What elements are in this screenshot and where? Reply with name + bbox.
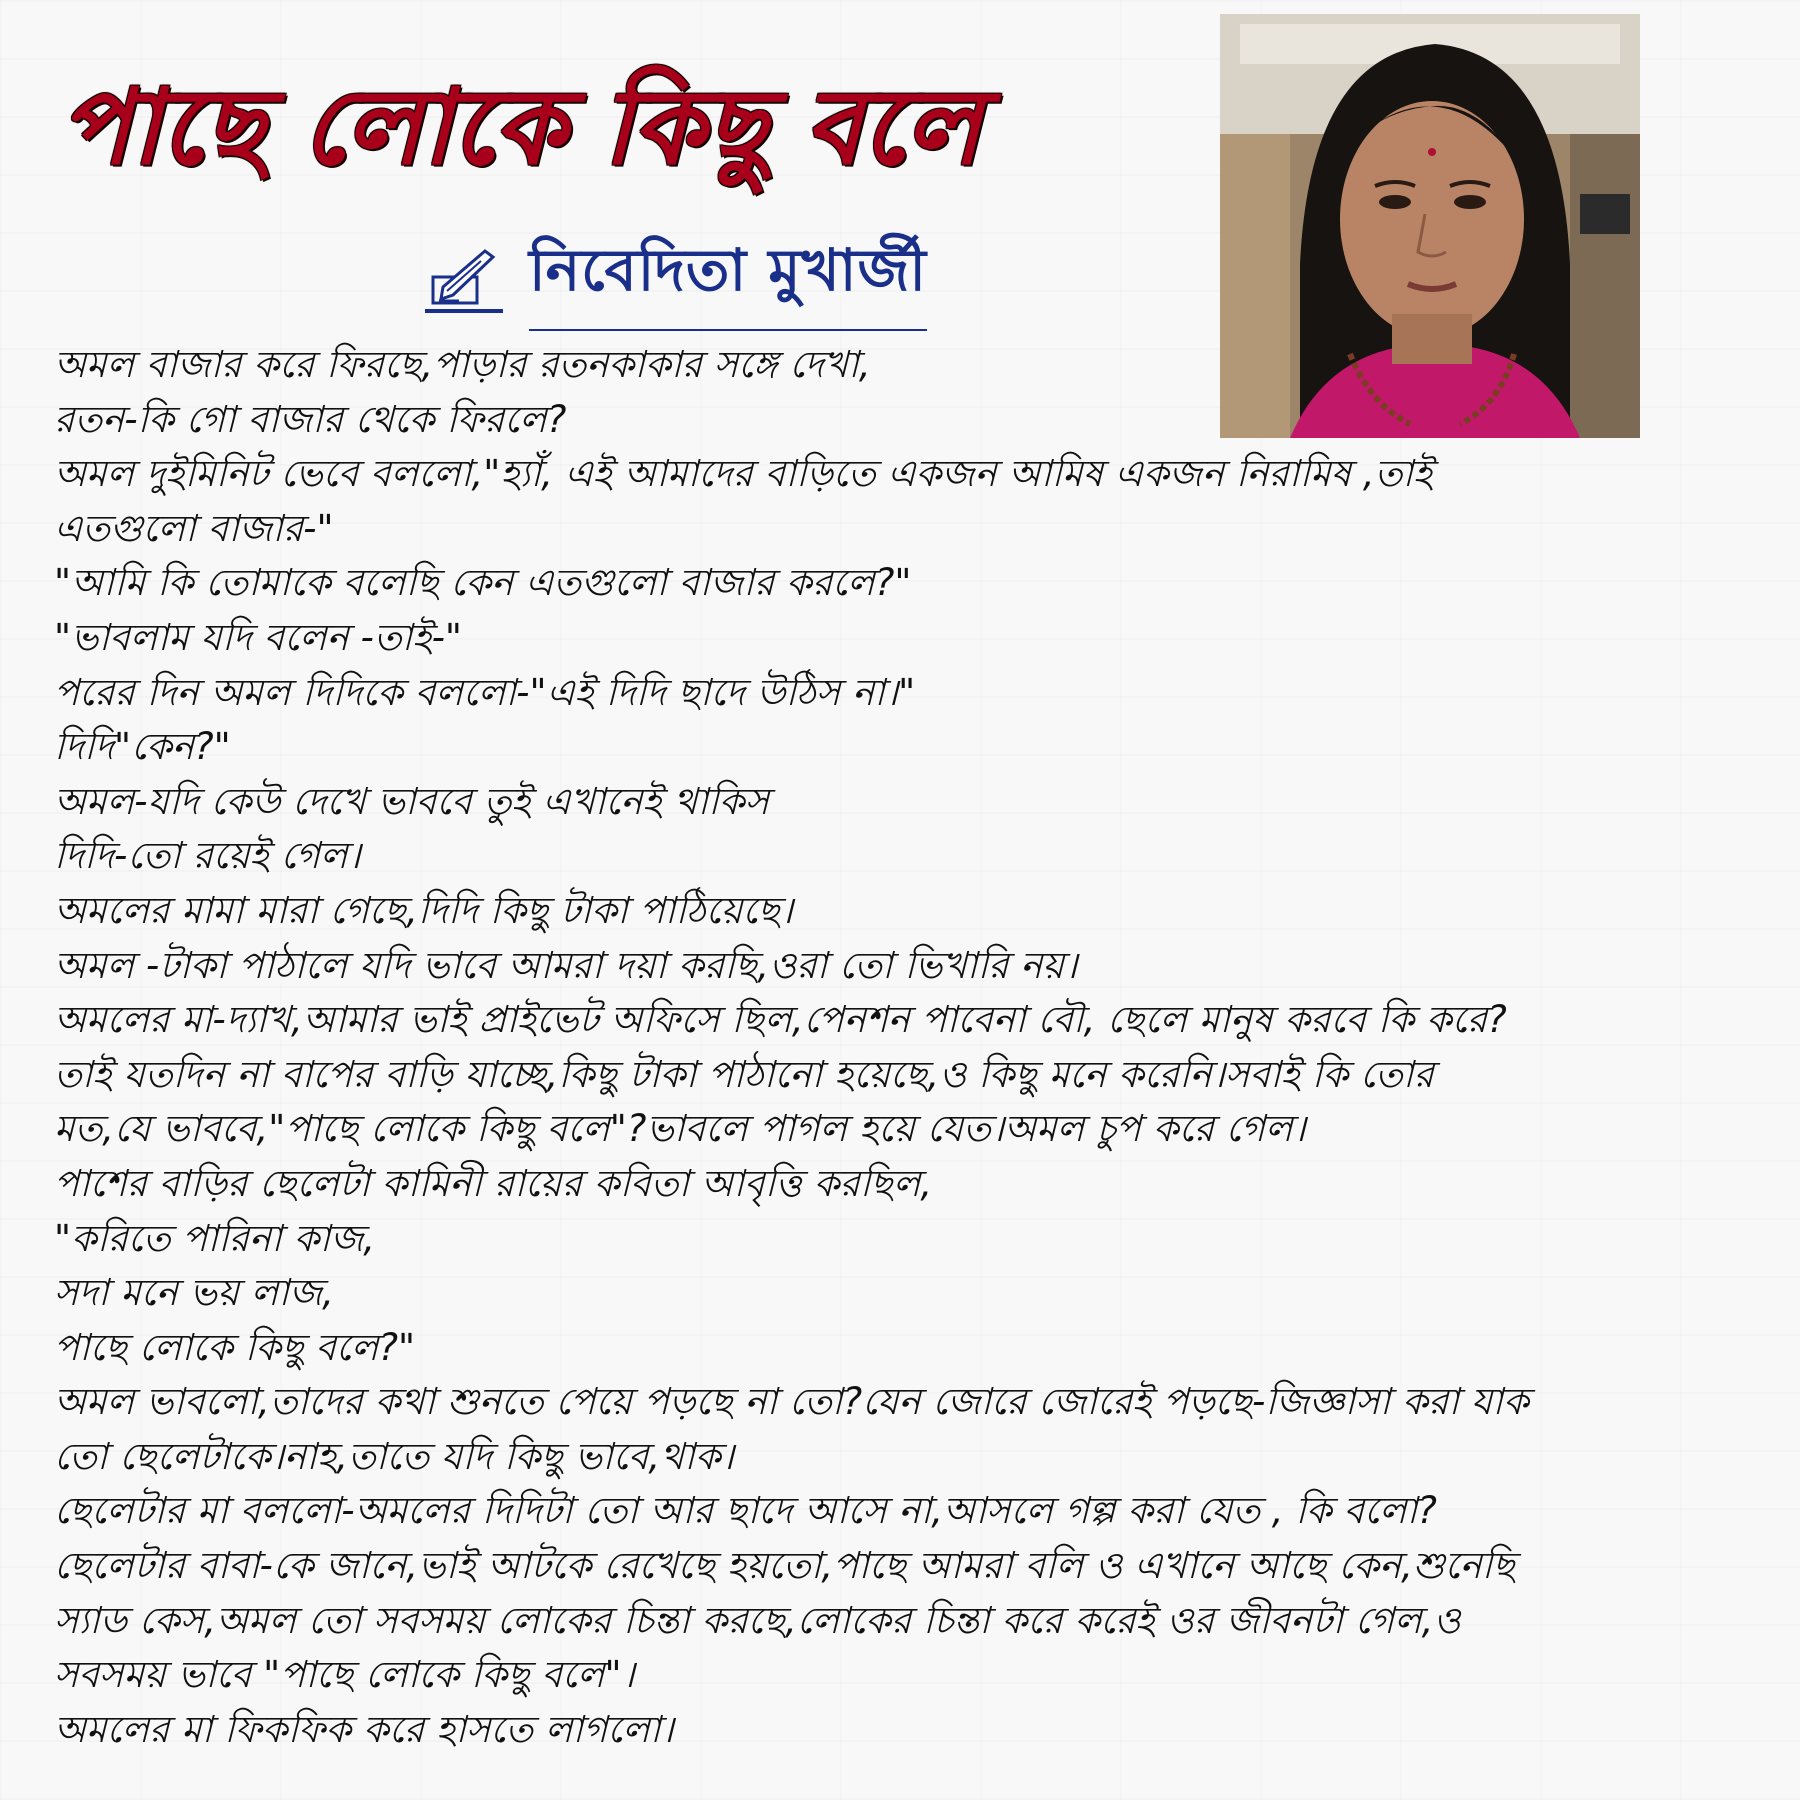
story-line: "আমি কি তোমাকে বলেছি কেন এতগুলো বাজার করলে?" [54,561,912,605]
story-line: রতন-কি গো বাজার থেকে ফিরলে? [54,397,567,441]
story-line: তো ছেলেটাকে।নাহ,তাতে যদি কিছু ভাবে,থাক। [54,1434,734,1478]
story-line: ছেলেটার বাবা-কে জানে,ভাই আটকে রেখেছে হয়তো,পাছে আমরা বলি ও এখানে আছে কেন,শুনেছি [54,1544,1515,1588]
story-line: পরের দিন অমল দিদিকে বললো-"এই দিদি ছাদে উঠিস না।" [54,670,916,714]
story-line: অমল-যদি কেউ দেখে ভাববে তুই এখানেই থাকিস [54,779,770,823]
story-line: এতগুলো বাজার-" [54,506,334,550]
story-line: মত,যে ভাববে,"পাছে লোকে কিছু বলে"?ভাবলে পাগল হয়ে যেত।অমল চুপ করে গেল। [54,1107,1306,1151]
story-line: "ভাবলাম যদি বলেন -তাই-" [54,615,462,659]
story-line: দিদি"কেন?" [54,725,231,769]
author-name: নিবেদিতা মুখার্জী [529,226,927,331]
story-line: অমল দুইমিনিট ভেবে বললো,"হ্যাঁ, এই আমাদের বাড়িতে একজন আমিষ একজন নিরামিষ ,তাই [54,452,1433,496]
story-line: অমলের মামা মারা গেছে,দিদি কিছু টাকা পাঠিয়েছে। [54,888,793,932]
story-line: সদা মনে ভয় লাজ, [54,1271,334,1315]
story-line: অমল বাজার করে ফিরছে,পাড়ার রতনকাকার সঙ্গে দেখা, [54,343,871,386]
story-line: অমল ভাবলো,তাদের কথা শুনতে পেয়ে পড়ছে না তো?যেন জোরে জোরেই পড়ছে-জিজ্ঞাসা করা যাক [54,1380,1529,1424]
story-line: পাশের বাড়ির ছেলেটা কামিনী রায়ের কবিতা আবৃত্তি করছিল, [54,1161,933,1205]
byline [425,235,927,318]
page-title: পাছে লোকে কিছু বলে [60,65,982,188]
story-line: স্যাড কেস,অমল তো সবসময় লোকের চিন্তা করছে,লোকের চিন্তা করে করেই ওর জীবনটা গেল,ও [54,1598,1461,1642]
story-line: তাই যতদিন না বাপের বাড়ি যাচ্ছে,কিছু টাকা পাঠানো হয়েছে,ও কিছু মনে করেনি।সবাই কি তোর [54,1052,1434,1096]
pen-writing-icon [425,243,503,313]
story-line: পাছে লোকে কিছু বলে?" [54,1325,416,1369]
story-line: দিদি-তো রয়েই গেল। [54,834,361,878]
story-line: ছেলেটার মা বললো-অমলের দিদিটা তো আর ছাদে আসে না,আসলে গল্প করা যেত , কি বলো? [54,1489,1437,1533]
story-line: "করিতে পারিনা কাজ, [54,1216,376,1260]
story-text [54,338,1754,1757]
story-line: অমল -টাকা পাঠালে যদি ভাবে আমরা দয়া করছি,ওরা তো ভিখারি নয়। [54,943,1078,987]
story-line: অমলের মা-দ্যাখ,আমার ভাই প্রাইভেট অফিসে ছিল,পেনশন পাবেনা বৌ, ছেলে মানুষ করবে কি করে? [54,998,1507,1042]
story-line: সবসময় ভাবে "পাছে লোকে কিছু বলে"। [54,1653,635,1697]
story-line: অমলের মা ফিকফিক করে হাসতে লাগলো। [54,1707,674,1751]
